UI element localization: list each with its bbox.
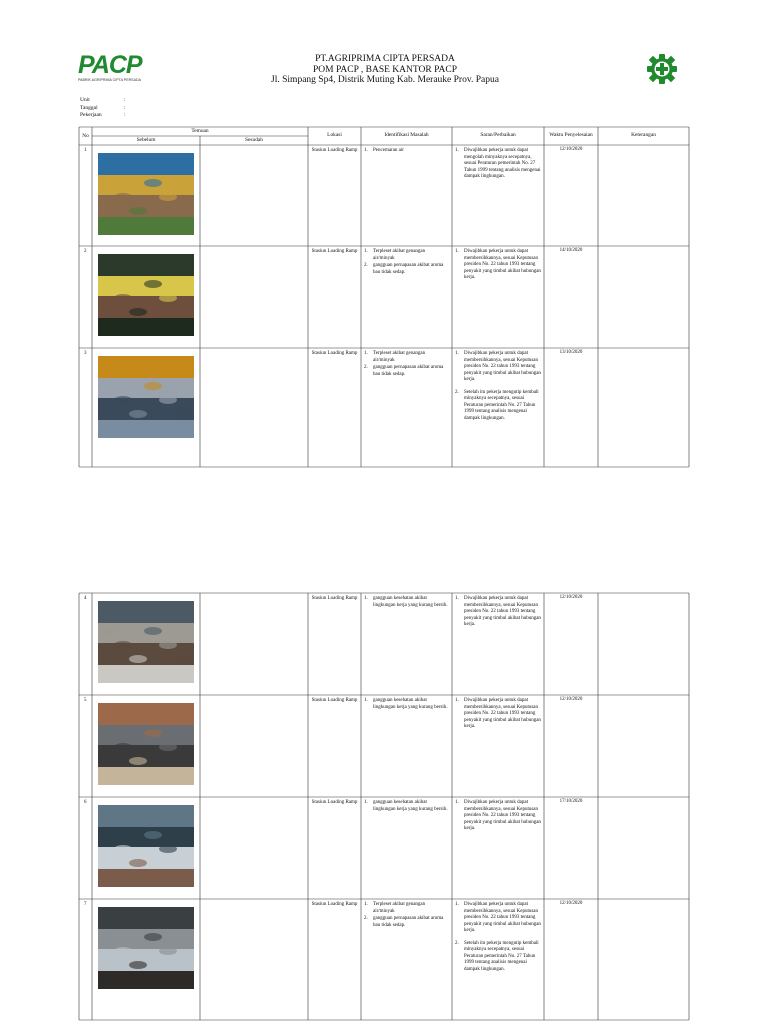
completion-date: 12/10/2020 [559,595,583,600]
problem-item [364,698,448,711]
problem-text: Terpleset akibat genangan air/minyak [373,249,426,261]
problem-item [364,596,448,609]
recommendation-text: Setelah itu pekerja mengutip kembali minyaknya secepatnya, sesuai Peraturan pemerintah No. 27 Tahun 1999 tentang analisis mengenai dampak lingkungan. [464,940,539,972]
recommendation-number: 2. [455,940,459,946]
recommendation-text: Diwajibkan pekerja untuk dapat membersihkannya, sesuai Keputusan presiden No. 22 tahun 1993 tentang penyakit yang timbul akibat hubungan kerja. [464,698,541,729]
header-identifikasi: Identifikasi Masalah [384,132,429,138]
photo-image [98,907,194,989]
recommendation-number: 1. [455,249,459,254]
problem-text: gangguan pernapasan akibat aroma bau tidak sedap. [373,916,444,928]
photo-image [98,703,194,785]
before-photo [98,601,194,683]
completion-date: 12/10/2020 [559,697,583,702]
recommendation-list [455,148,541,187]
company-address: Jl. Simpang Sp4, Distrik Muting Kab. Merauke Prov. Papua [271,75,499,85]
recommendation-item [455,390,541,423]
recommendation-number: 2. [455,389,459,395]
row-number: 1 [84,148,87,153]
row-number: 7 [84,902,87,907]
row-number: 6 [84,800,87,805]
recommendation-text: Setelah itu pekerja mengutip kembali minyaknya secepatnya, sesuai Peraturan pemerintah No. 27 Tahun 1999 tentang analisis mengenai dampak lingkungan. [464,389,539,421]
problem-number: 1. [364,800,368,805]
location-text: Stasiun Loading Ramp [311,698,358,703]
problem-number: 1. [364,351,368,356]
photo-image [98,254,194,336]
completion-date: 12/10/2020 [559,147,583,152]
recommendation-item [455,800,541,833]
recommendation-number: 1. [455,698,459,703]
header-no: No [82,133,89,139]
problem-text: Pencemaran air [373,148,404,153]
problem-list [364,698,448,712]
header-sebelum: Sebelum [136,137,156,143]
problem-number: 2. [364,263,368,268]
completion-date: 17/10/2020 [559,799,583,804]
problem-item [364,365,448,378]
location-text: Stasiun Loading Ramp [311,351,358,356]
before-photo [98,153,194,235]
recommendation-item [455,351,541,384]
photo-image [98,153,194,235]
row-number: 3 [84,351,87,356]
before-photo [98,254,194,336]
problem-number: 1. [364,698,368,703]
unit-sep: : [124,97,126,103]
problem-item [364,263,448,276]
problem-number: 1. [364,148,368,153]
recommendation-number: 1. [455,351,459,356]
problem-list [364,351,448,379]
problem-number: 1. [364,902,368,907]
office-name: POM PACP , BASE KANTOR PACP [313,64,457,75]
recommendation-list [455,351,541,428]
recommendation-item [455,941,541,974]
location-text: Stasiun Loading Ramp [311,902,358,907]
problem-item [364,351,448,364]
problem-item [364,249,448,262]
header-sesudah: Sesudah [245,137,263,143]
recommendation-number: 1. [455,148,459,153]
recommendation-list [455,698,541,737]
recommendation-text: Diwajibkan pekerja untuk dapat membersihkannya, sesuai Keputusan presiden No. 22 tahun 1993 tentang penyakit yang timbul akibat hubungan kerja. [464,351,541,382]
problem-number: 2. [364,365,368,370]
header-waktu: Waktu Penyelesaian [549,132,593,138]
problem-text: gangguan pernapasan akibat aroma bau tidak sedap. [373,365,444,377]
pekerjaan-label: Pekerjaan [80,112,102,119]
before-photo [98,805,194,887]
recommendation-text: Diwajibkan pekerja untuk dapat membersihkannya, sesuai Keputusan presiden No. 22 tahun 1993 tentang penyakit yang timbul akibat hubungan kerja. [464,249,541,280]
pekerjaan-sep: : [124,112,126,119]
recommendation-list [455,902,541,979]
completion-date: 12/10/2020 [559,901,583,906]
problem-item [364,800,448,813]
photo-image [98,601,194,683]
problem-list [364,249,448,277]
problem-list [364,148,448,156]
before-photo [98,703,194,785]
completion-date: 14/10/2020 [559,248,583,253]
problem-item [364,916,448,929]
logo-subtitle: PABRIK AGRIPRIMA CIPTA PERSADA [78,78,141,82]
company-name: PT.AGRIPRIMA CIPTA PERSADA [315,54,455,64]
problem-number: 1. [364,249,368,254]
recommendation-number: 1. [455,596,459,601]
problem-text: gangguan kesehatan akibat lingkungan kerja yang kurang bersih. [373,596,448,608]
problem-text: Terpleset akibat genangan air/minyak [373,902,426,914]
problem-list [364,800,448,814]
recommendation-list [455,249,541,288]
recommendation-text: Diwajibkan pekerja untuk dapat membersihkannya, sesuai Keputusan presiden No. 22 tahun 1993 tentang penyakit yang timbul akibat hubungan kerja. [464,596,541,627]
header-lokasi: Lokasi [327,132,342,138]
header-keterangan: Keterangan [631,132,656,138]
location-text: Stasiun Loading Ramp [311,148,358,153]
photo-image [98,356,194,438]
location-text: Stasiun Loading Ramp [311,249,358,254]
problem-item [364,148,448,155]
header-saran: Saran/Perbaikan [480,132,516,138]
recommendation-item [455,148,541,181]
problem-text: gangguan pernapasan akibat aroma bau tidak sedap. [373,263,444,275]
problem-text: Terpleset akibat genangan air/minyak [373,351,426,363]
problem-number: 2. [364,916,368,921]
before-photo [98,907,194,989]
location-text: Stasiun Loading Ramp [311,800,358,805]
problem-list [364,596,448,610]
problem-number: 1. [364,596,368,601]
logo-text: PACP [78,51,142,79]
row-number: 4 [84,596,87,601]
recommendation-list [455,800,541,839]
row-number: 2 [84,249,87,254]
recommendation-text: Diwajibkan pekerja untuk dapat membersihkannya, sesuai Keputusan presiden No. 22 tahun 1993 tentang penyakit yang timbul akibat hubungan kerja. [464,902,541,933]
problem-text: gangguan kesehatan akibat lingkungan kerja yang kurang bersih. [373,800,448,812]
recommendation-item [455,902,541,935]
recommendation-number: 1. [455,800,459,805]
recommendation-list [455,596,541,635]
before-photo [98,356,194,438]
header-temuan: Temuan [191,128,209,134]
problem-text: gangguan kesehatan akibat lingkungan kerja yang kurang bersih. [373,698,448,710]
recommendation-number: 1. [455,902,459,907]
completion-date: 13/10/2020 [559,350,583,355]
row-number: 5 [84,698,87,703]
recommendation-text: Diwajibkan pekerja untuk dapat mengolah minyaknya secepatnya, sesuai Peraturan pemerintah No. 27 Tahun 1999 tentang analisis mengenai dampak lingkungan. [464,148,541,179]
unit-label: Unit [80,97,90,103]
recommendation-item [455,698,541,731]
recommendation-text: Diwajibkan pekerja untuk dapat membersihkannya, sesuai Keputusan presiden No. 22 tahun 1993 tentang penyakit yang timbul akibat hubungan kerja. [464,800,541,831]
tanggal-sep: : [124,104,126,111]
location-text: Stasiun Loading Ramp [311,596,358,601]
photo-image [98,805,194,887]
problem-list [364,902,448,930]
recommendation-item [455,596,541,629]
tanggal-label: Tanggal [80,104,98,111]
problem-item [364,902,448,915]
recommendation-item [455,249,541,282]
